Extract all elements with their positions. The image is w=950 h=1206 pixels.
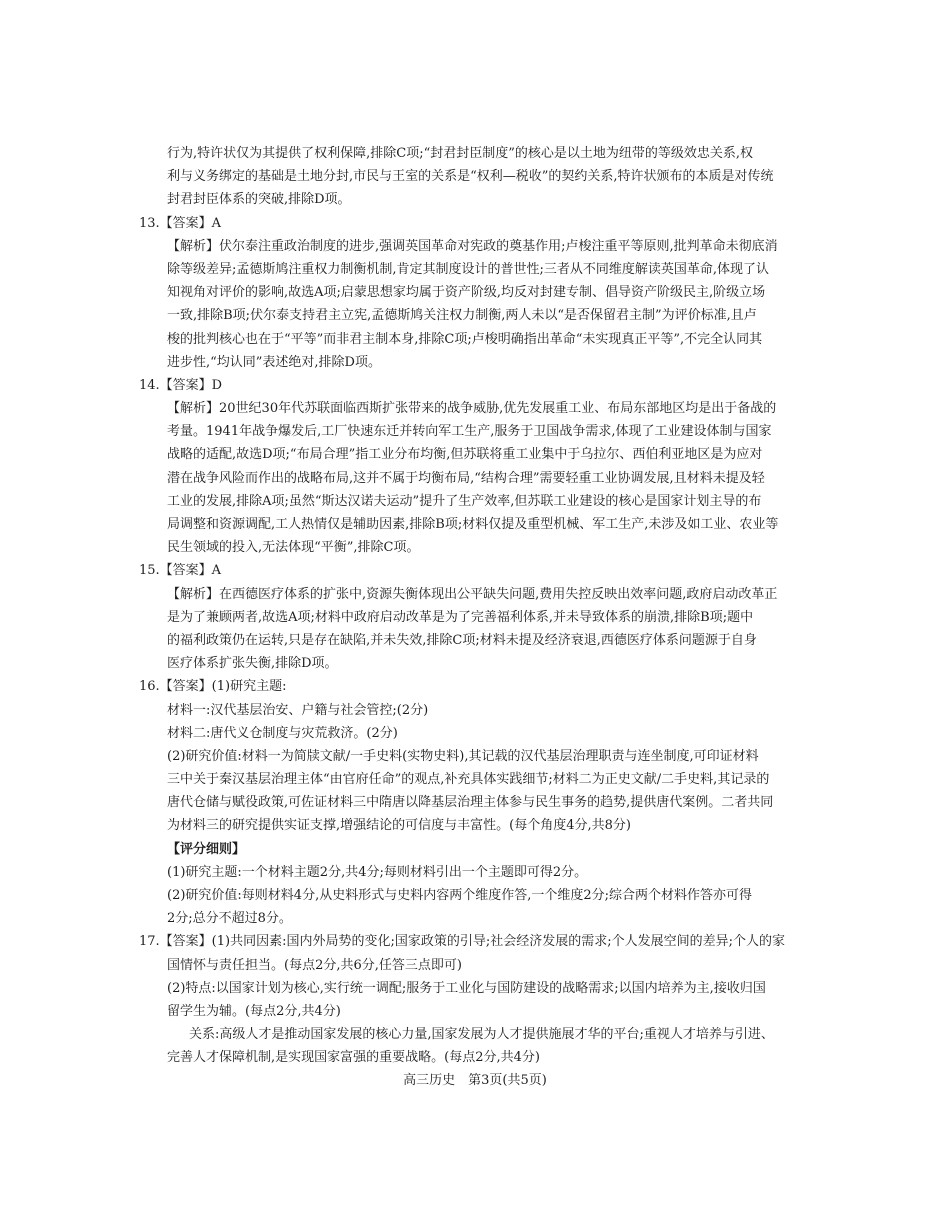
text-line: 13.【答案】A (139, 215, 222, 231)
text-line: 14.【答案】D (139, 377, 223, 393)
text-line: 考量。1941年战争爆发后,工厂快速东迁并转向军工生产,服务于卫国战争需求,体现了工业建设体制与国家 (167, 424, 772, 440)
text-line: 为材料三的研究提供实证支撑,增强结论的可信度与丰富性。(每个角度4分,共8分) (167, 818, 631, 834)
text-line: (1)研究主题:一个材料主题2分,共4分;每则材料引出一个主题即可得2分。 (167, 864, 588, 880)
text-line: 潜在战争风险而作出的战略布局,这并不属于均衡布局,“结构合理”需要轻重工业协调发展,且材料未提及轻 (167, 470, 765, 486)
text-line: 留学生为辅。(每点2分,共4分) (167, 1003, 341, 1019)
text-line: 三中关于秦汉基层治理主体“由官府任命”的观点,补充具体实践细节;材料二为正史文献/二手史料,其记录的 (167, 772, 770, 788)
text-line: 关系:高级人才是推动国家发展的核心力量,国家发展为人才提供施展才华的平台;重视人才培养与引进、 (189, 1027, 774, 1043)
text-line: 局调整和资源调配,工人热情仅是辅助因素,排除B项;材料仅提及重型机械、军工生产,未涉及如工业、农业等 (167, 517, 779, 532)
text-line: (2)研究价值:每则材料4分,从史料形式与史料内容两个维度作答,一个维度2分;综合两个材料作答亦可得 (167, 888, 752, 903)
text-line: 利与义务绑定的基础是土地分封,市民与王室的关系是“权利—税收”的契约关系,特许状颁布的本质是对传统 (167, 169, 774, 185)
text-line: 封君封臣体系的突破,排除D项。 (167, 192, 351, 208)
text-line: 材料二:唐代义仓制度与灾荒救济。(2分) (167, 725, 398, 741)
text-line: 的福利政策仍在运转,只是存在缺陷,并未失效,排除C项;材料未提及经济衰退,西德医疗体系问题源于自身 (167, 632, 757, 648)
text-line: 【解析】20世纪30年代苏联面临西斯扩张带来的战争威胁,优先发展重工业、布局东部地区均是出于备战的 (167, 401, 777, 417)
answer-text-body (139, 142, 807, 1070)
text-line: 知视角对评价的影响,故选A项;启蒙思想家均属于资产阶级,均反对封建专制、倡导资产阶级民主,阶级立场 (167, 285, 766, 301)
text-line: 战略的适配,故选D项;“布局合理”指工业分布均衡,但苏联将重工业集中于乌拉尔、西伯利亚地区是为应对 (167, 447, 763, 463)
text-line: 材料一:汉代基层治安、户籍与社会管控;(2分) (167, 702, 429, 718)
text-line: 2分;总分不超过8分。 (167, 911, 292, 927)
text-line: 行为,特许状仅为其提供了权利保障,排除C项;“封君封臣制度”的核心是以土地为纽带的等级效忠关系,权 (167, 146, 754, 161)
text-line: 【评分细则】 (167, 841, 246, 857)
text-line: 17.【答案】(1)共同因素:国内外局势的变化;国家政策的引导;社会经济发展的需求;个人发展空间的差异;个人的家 (139, 934, 785, 950)
text-line: 进步性,“均认同”表述绝对,排除D项。 (167, 354, 381, 370)
text-line: (2)研究价值:材料一为简牍文献/一手史料(实物史料),其记载的汉代基层治理职责与连坐制度,可印证材料 (167, 748, 759, 764)
text-line: 医疗体系扩张失衡,排除D项。 (167, 656, 338, 672)
text-line: 梭的批判核心也在于“平等”而非君主制本身,排除C项;卢梭明确指出革命“未实现真正平等”,不完全认同其 (167, 331, 763, 347)
text-line: 完善人才保障机制,是实现国家富强的重要战略。(每点2分,共4分) (167, 1050, 540, 1066)
text-line: 工业的发展,排除A项;虽然“斯达汉诺夫运动”提升了生产效率,但苏联工业建设的核心是国家计划主导的布 (167, 493, 762, 509)
text-line: 16.【答案】(1)研究主题: (139, 679, 287, 695)
text-line: 15.【答案】A (139, 563, 222, 579)
text-line: 一致,排除B项;伏尔泰支持君主立宪,孟德斯鸠关注权力制衡,两人未以“是否保留君主制”为评价标准,且卢 (167, 308, 757, 324)
text-line: 除等级差异;孟德斯鸠注重权力制衡机制,肯定其制度设计的普世性;三者从不同维度解读英国革命,体现了认 (167, 261, 770, 277)
page-footer: 高三历史 第3页(共5页) (403, 1073, 547, 1088)
text-line: 【解析】在西德医疗体系的扩张中,资源失衡体现出公平缺失问题,费用失控反映出效率问题,政府启动改革正 (167, 586, 778, 602)
text-line: (2)特点:以国家计划为核心,实行统一调配;服务于工业化与国防建设的战略需求;以国内培养为主,接收归国 (167, 980, 766, 996)
text-line: 唐代仓储与赋役政策,可佐证材料三中隋唐以降基层治理主体参与民生事务的趋势,提供唐代案例。二者共同 (167, 795, 774, 811)
text-line: 是为了兼顾两者,故选A项;材料中政府启动改革是为了完善福利体系,并未导致体系的崩溃,排除B项;题中 (167, 609, 754, 625)
text-line: 国情怀与责任担当。(每点2分,共6分,任答三点即可) (167, 957, 462, 973)
text-line: 【解析】伏尔泰注重政治制度的进步,强调英国革命对宪政的奠基作用;卢梭注重平等原则,批判革命未彻底消 (167, 238, 778, 254)
text-line: 民生领域的投入,无法体现“平衡”,排除C项。 (167, 540, 420, 556)
